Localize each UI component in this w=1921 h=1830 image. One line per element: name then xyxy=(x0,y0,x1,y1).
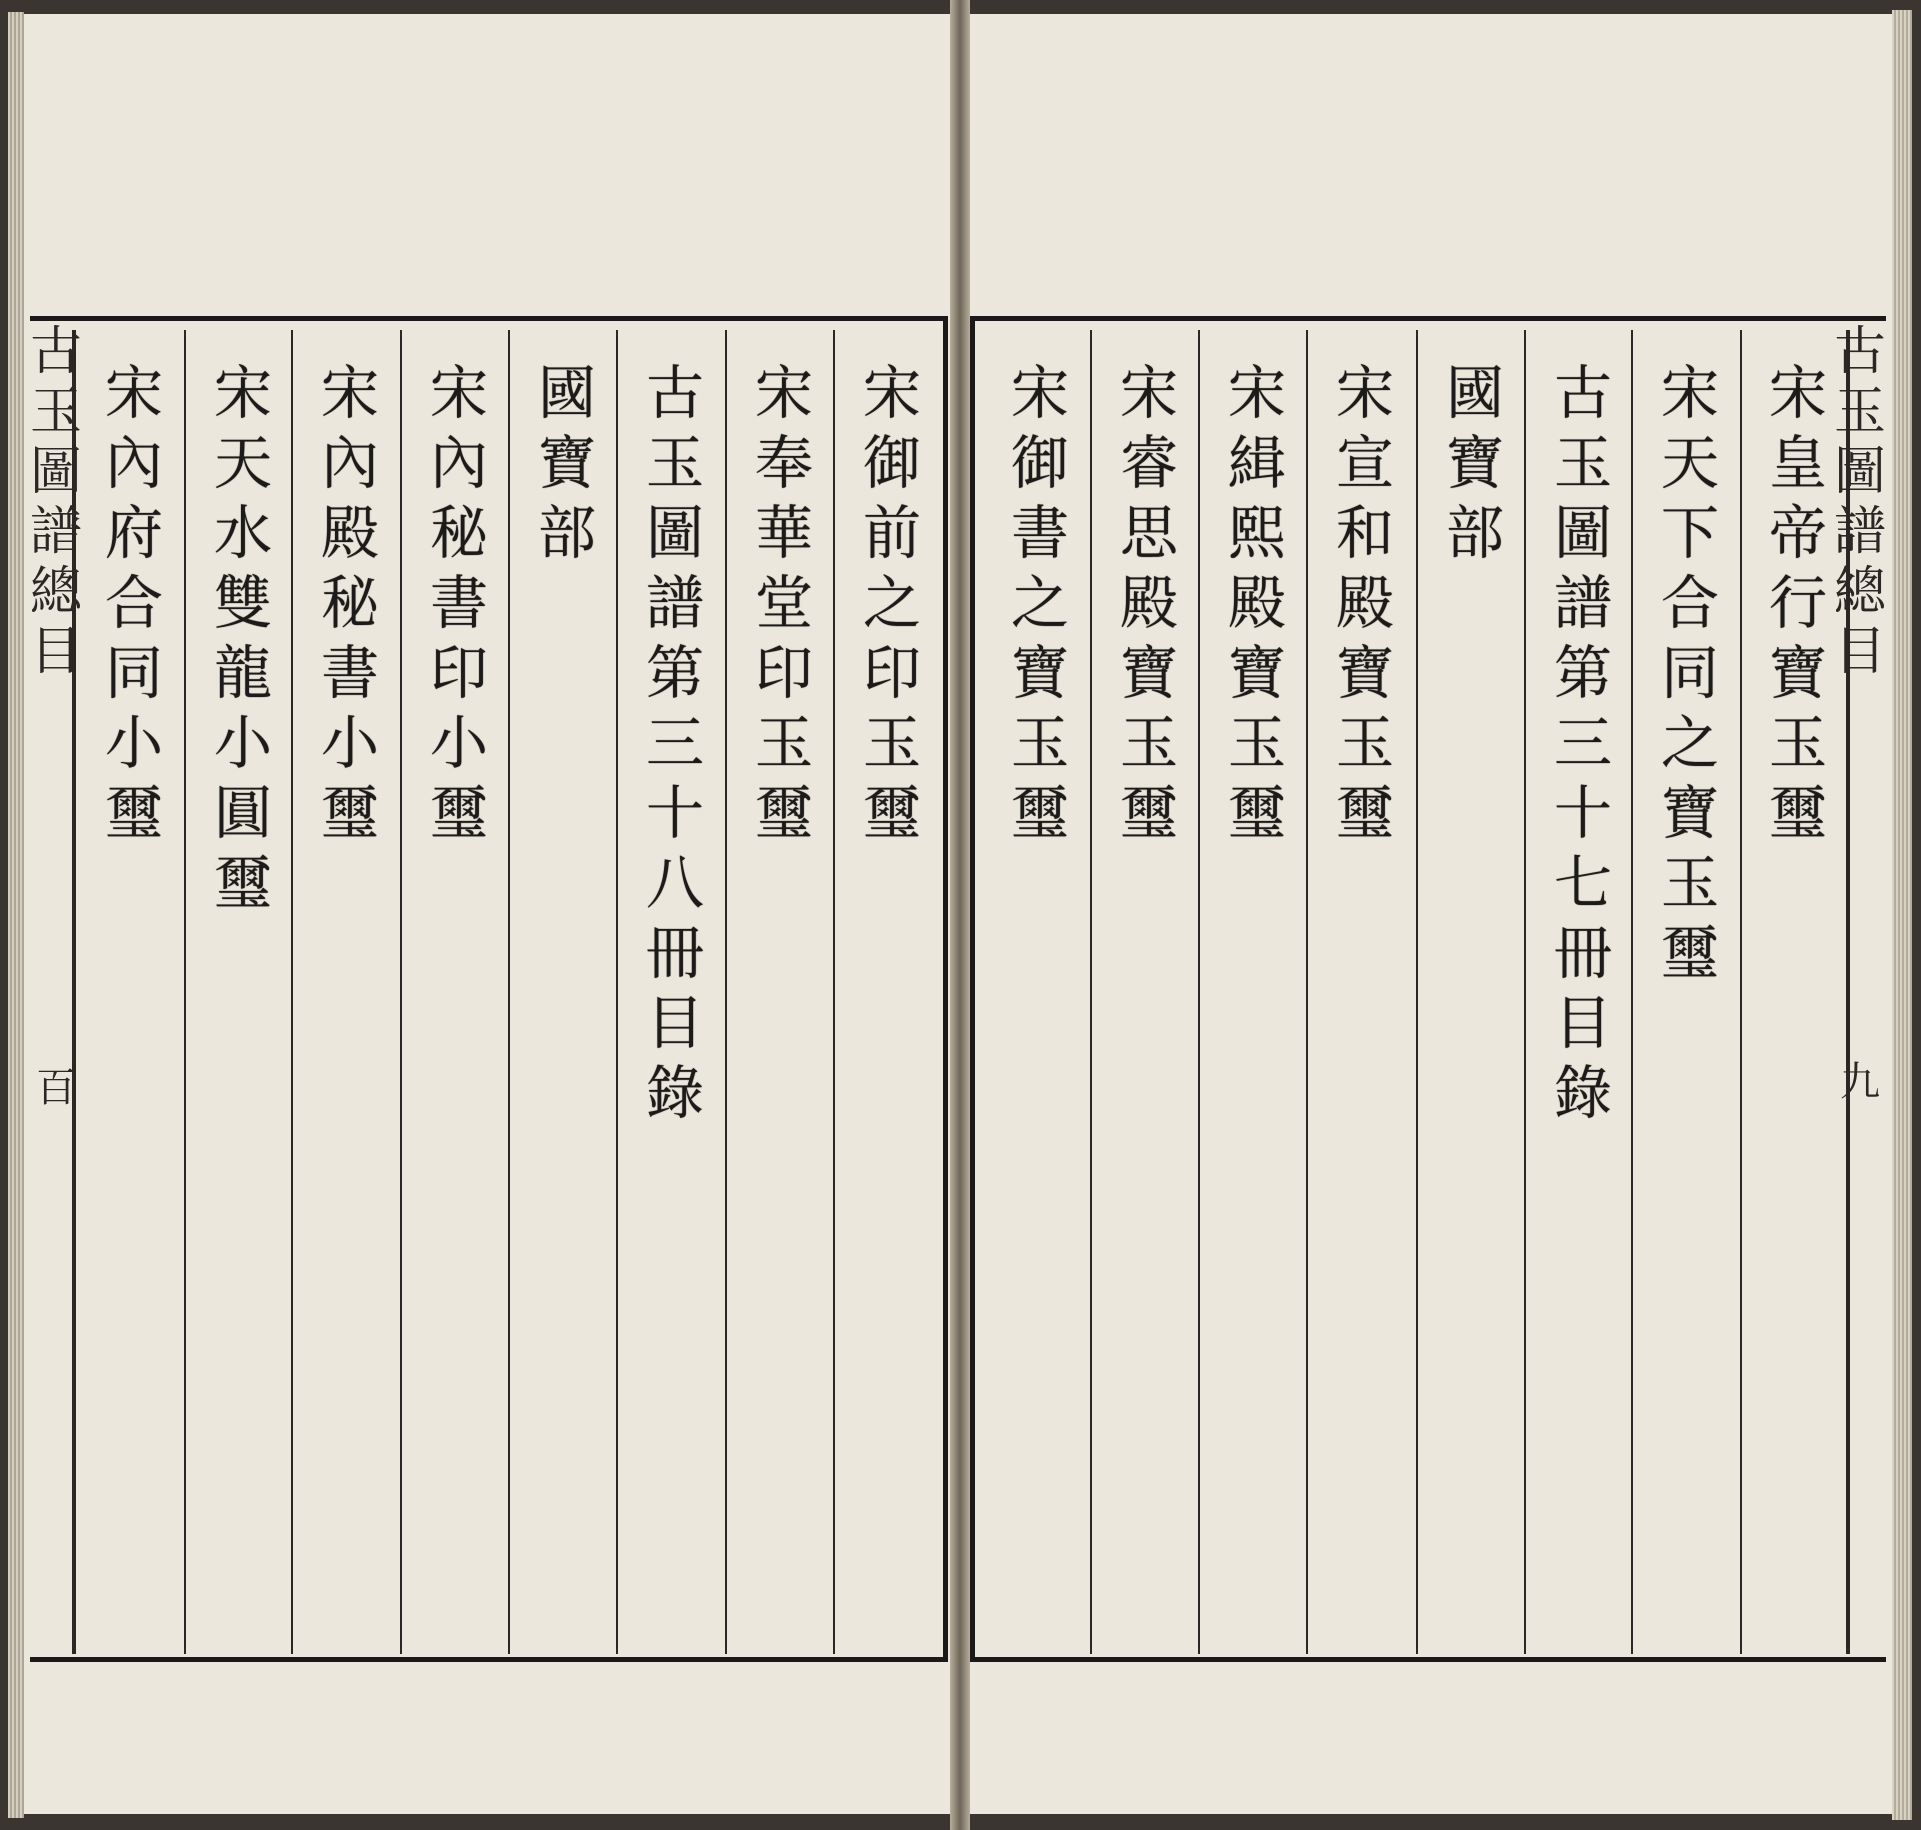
column-divider xyxy=(1198,330,1200,1654)
right-page-heading: 古玉圖譜總目 xyxy=(1833,322,1886,682)
text-column: 宋睿思殿寶玉璽 xyxy=(1119,359,1178,847)
right-page-number: 九 xyxy=(1840,1059,1880,1105)
column-divider xyxy=(1631,330,1633,1654)
text-column: 古玉圖譜第三十八冊目錄 xyxy=(645,359,704,1127)
left-leaf-edges xyxy=(8,12,24,1818)
section-title: 國寶部 xyxy=(1445,359,1504,567)
text-column: 宋御書之寶玉璽 xyxy=(1010,359,1069,847)
column-divider xyxy=(1416,330,1418,1654)
section-title: 國寶部 xyxy=(537,359,596,567)
column-divider xyxy=(1740,330,1742,1654)
right-leaf-edges xyxy=(1892,10,1912,1820)
text-column: 宋內秘書印小璽 xyxy=(429,359,488,847)
text-column: 宋天下合同之寶玉璽 xyxy=(1660,359,1719,987)
column-divider xyxy=(400,330,402,1654)
text-column: 宋內府合同小璽 xyxy=(104,359,163,847)
text-column: 宋御前之印玉璽 xyxy=(862,359,921,847)
column-divider xyxy=(1306,330,1308,1654)
column-divider xyxy=(184,330,186,1654)
column-divider xyxy=(725,330,727,1654)
column-divider xyxy=(291,330,293,1654)
text-column: 宋天水雙龍小圓璽 xyxy=(213,359,272,917)
book-gutter xyxy=(950,0,970,1830)
text-column: 古玉圖譜第三十七冊目錄 xyxy=(1553,359,1612,1127)
column-divider xyxy=(1524,330,1526,1654)
left-page-heading: 古玉圖譜總目 xyxy=(29,322,82,682)
column-divider xyxy=(508,330,510,1654)
column-divider xyxy=(616,330,618,1654)
column-divider xyxy=(833,330,835,1654)
text-column: 宋緝熙殿寶玉璽 xyxy=(1227,359,1286,847)
text-column: 宋內殿秘書小璽 xyxy=(320,359,379,847)
text-column: 宋奉華堂印玉璽 xyxy=(754,359,813,847)
text-column: 宋皇帝行寶玉璽 xyxy=(1768,359,1827,847)
left-page-number: 百 xyxy=(36,1065,76,1111)
text-column: 宋宣和殿寶玉璽 xyxy=(1335,359,1394,847)
column-divider xyxy=(1090,330,1092,1654)
